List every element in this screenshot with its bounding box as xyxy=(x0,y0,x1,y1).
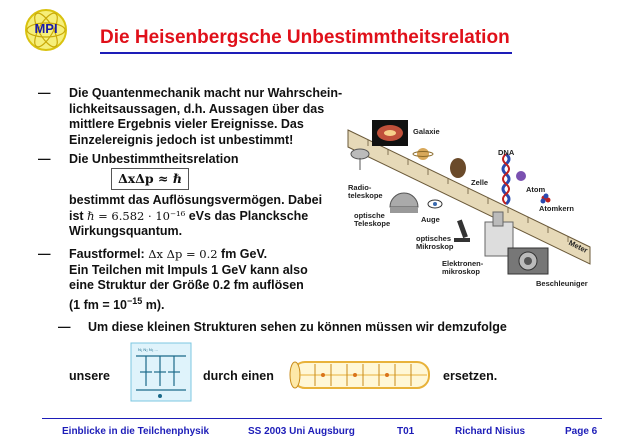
page-title: Die Heisenbergsche Unbestimmtheitsrelation xyxy=(100,27,510,48)
footer-rule xyxy=(42,418,602,419)
text-line xyxy=(69,247,308,263)
word-ersetzen: ersetzen. xyxy=(443,369,498,383)
text-line: bestimmt das Auflösungsvermögen. Dabei xyxy=(69,193,323,207)
rule-of-thumb-formula: Δx Δp = 0.2 xyxy=(148,247,218,261)
label-dna: DNA xyxy=(498,148,515,157)
text-line: Einzelereignis jedoch ist unbestimmt! xyxy=(69,132,294,147)
bullet-dash: — xyxy=(38,86,51,100)
title-underline xyxy=(100,52,512,54)
label-line: mikroskop xyxy=(442,267,480,276)
word-durch-einen: durch einen xyxy=(203,369,274,383)
bullet-1-text xyxy=(69,86,342,148)
bullet-dash: — xyxy=(38,247,51,261)
text-line: eine Struktur der Größe 0.2 fm auflösen xyxy=(69,278,304,292)
label-radio-teleskope xyxy=(348,184,383,200)
label-meter: Meter xyxy=(567,238,590,255)
label-galaxie: Galaxie xyxy=(413,127,440,136)
label-optisches-mikroskop xyxy=(416,235,454,251)
uncertainty-formula: ΔxΔp ≈ ℏ xyxy=(118,171,182,186)
label-elektronenmikroskop xyxy=(442,260,483,276)
text-fragment: Faustformel: xyxy=(69,247,145,261)
eye-circuit-image xyxy=(130,342,192,402)
label-line: Teleskope xyxy=(354,219,391,228)
logo-text: MPI xyxy=(34,21,58,36)
label-atomkern: Atomkern xyxy=(539,204,575,213)
bullet-2-heading: Die Unbestimmtheitsrelation xyxy=(69,152,239,166)
text-line: Ein Teilchen mit Impuls 1 GeV kann also xyxy=(69,262,308,277)
text-line: lichkeitsaussagen, d.h. Aussagen über das xyxy=(69,101,325,116)
footer-term: SS 2003 Uni Augsburg xyxy=(248,426,355,437)
label-line: optisches xyxy=(416,234,452,243)
text-fragment: ist xyxy=(69,208,84,223)
footer-code: T01 xyxy=(397,426,415,437)
bullet-dash: — xyxy=(38,152,51,166)
label-optische-teleskope xyxy=(354,212,390,228)
bullet-dash: — xyxy=(58,320,71,334)
text-line: mittlere Ergebnis vieler Ereignisse. Das xyxy=(69,117,304,131)
label-auge: Auge xyxy=(421,215,440,224)
bullet-2-text xyxy=(69,193,322,240)
text-line xyxy=(69,209,322,225)
footer-page-number: Page 6 xyxy=(565,426,598,437)
label-line: Mikroskop xyxy=(416,242,454,251)
footer-course: Einblicke in die Teilchenphysik xyxy=(62,426,210,437)
text-line xyxy=(69,294,308,314)
label-line: Radio- xyxy=(348,183,372,192)
accelerator-tube-image xyxy=(285,358,435,392)
planck-constant-formula: ℏ = 6.582 · 10⁻¹⁶ xyxy=(87,208,186,223)
label-atom: Atom xyxy=(526,185,546,194)
exponent: −15 xyxy=(127,295,143,306)
footer-author: Richard Nisius xyxy=(455,426,526,437)
text-line: Wirkungsquantum. xyxy=(69,224,183,238)
svg-text:N₁ N₂ N₃ ...: N₁ N₂ N₃ ... xyxy=(138,347,158,352)
label-line: optische xyxy=(354,211,385,220)
label-line: teleskope xyxy=(348,191,383,200)
mpi-logo xyxy=(24,8,68,52)
label-zelle: Zelle xyxy=(471,178,489,187)
text-fragment: eVs das Plancksche xyxy=(188,208,309,223)
text-fragment: fm GeV. xyxy=(221,247,268,261)
text-fragment: (1 fm = 10 xyxy=(69,297,128,312)
label-line: Elektronen- xyxy=(442,259,484,268)
word-unsere: unsere xyxy=(69,369,110,383)
text-line: Die Quantenmechanik macht nur Wahrschein- xyxy=(69,86,343,100)
text-fragment: m). xyxy=(145,297,165,312)
uncertainty-formula-box xyxy=(111,168,189,190)
bullet-3-text xyxy=(69,247,308,313)
label-beschleuniger: Beschleuniger xyxy=(536,279,588,288)
size-scale-illustration xyxy=(340,112,600,297)
bullet-4-text: Um diese kleinen Strukturen sehen zu können müssen wir demzufolge xyxy=(88,320,507,334)
